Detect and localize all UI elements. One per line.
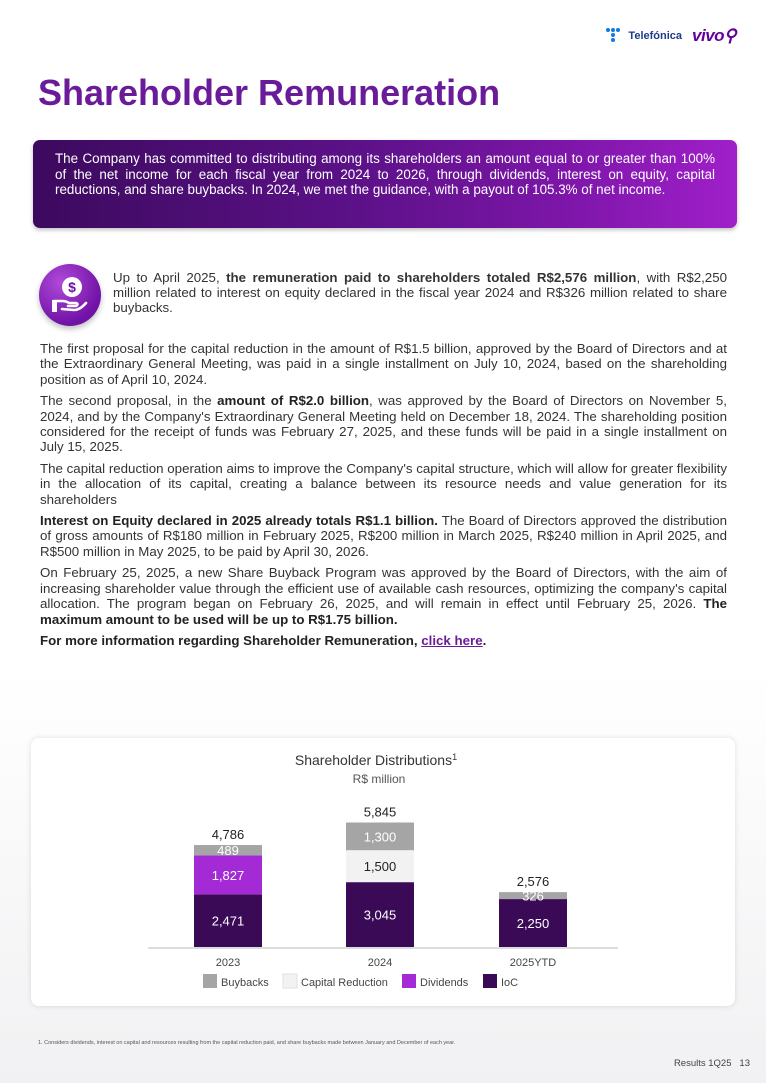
legend-swatch: [483, 974, 497, 988]
x-tick-label-2025ytd: 2025YTD: [509, 957, 557, 969]
legend-item-ioc: [483, 974, 518, 989]
vivo-wordmark: vivo: [692, 26, 725, 45]
x-tick-label-2024: 2024: [367, 957, 393, 969]
total-label-2023: 4,786: [211, 827, 245, 843]
legend-item-buybacks: [203, 974, 269, 989]
legend-swatch: [283, 974, 297, 988]
data-label-dividends-2023: 1,827: [211, 867, 245, 883]
report-label: Results 1Q25: [673, 1058, 732, 1069]
vivo-logo: [692, 26, 736, 46]
x-tick-label-2023: 2023: [215, 957, 241, 969]
vivo-figure-icon: ⚲: [724, 26, 736, 45]
brand-logos: [606, 26, 736, 46]
chart-card: [31, 738, 735, 1006]
hand-money-icon: [39, 264, 101, 326]
data-label-capital-reduction-2024: 1,500: [363, 859, 397, 875]
data-label-buybacks-2025ytd: 326: [522, 888, 544, 904]
legend-label: Dividends: [420, 977, 469, 989]
legend-label: Capital Reduction: [301, 977, 388, 989]
telefonica-logo: [606, 28, 682, 44]
telefonica-wordmark: Telefónica: [628, 30, 683, 42]
paragraph-capital-reduction-2: The second proposal, in the amount of R$2.0 billion, was approved by the Board of Directors on November 5, 2024, and by the Company's Extraordinary General Meeting held on December 18, 2024. The shareholding position considered for the receipt of funds was February 27, 2025, and these funds will be paid in a single installment on July 15, 2025.: [40, 393, 727, 455]
legend-swatch: [203, 974, 217, 988]
data-label-ioc-2023: 2,471: [211, 913, 245, 929]
paragraph-more-info: For more information regarding Shareholder Remuneration, click here.: [40, 632, 487, 648]
data-label-buybacks-2024: 1,300: [363, 829, 397, 845]
page-footer: [674, 1058, 750, 1069]
svg-text:$: $: [68, 279, 76, 295]
guidance-banner: [33, 140, 737, 228]
legend-item-dividends: [402, 974, 469, 989]
banner-text: The Company has committed to distributing among its shareholders an amount equal to or greater than 100% of the net income for each fiscal year from 2024 to 2026, through dividends, interest on equity, capital reductions, and share buybacks. In 2024, we met the guidance, with a payout of 105.3% of net income.: [55, 151, 715, 197]
chart-subtitle: R$ million: [352, 772, 406, 786]
legend-label: IoC: [501, 977, 519, 989]
legend-label: Buybacks: [221, 977, 269, 989]
page-title: Shareholder Remuneration: [38, 72, 501, 113]
page-number: 13: [739, 1058, 750, 1069]
chart-title: Shareholder Distributions$^1$: [294, 752, 458, 768]
legend-swatch: [402, 974, 416, 988]
total-label-2025ytd: 2,576: [516, 874, 550, 890]
data-label-ioc-2024: 3,045: [363, 907, 397, 923]
click-here-link[interactable]: click here: [421, 632, 483, 648]
shareholder-distributions-chart: [31, 738, 735, 1006]
footnote: 1. Considers dividends, interest on capital and resources resulting from the capital reduction paid, and share buybacks made between January and December of each year.: [38, 1040, 456, 1046]
data-label-buybacks-2023: 489: [217, 843, 239, 859]
intro-paragraph: Up to April 2025, the remuneration paid to shareholders totaled R$2,576 million, with R$2,250 million related to interest on equity declared in the fiscal year 2024 and R$326 million related to share buybacks.: [113, 270, 727, 316]
paragraph-buyback-program: On February 25, 2025, a new Share Buyback Program was approved by the Board of Directors, with the aim of increasing shareholder value through the efficient use of available cash resources, optimizing the company's capital allocation. The program began on February 26, 2025, and will remain in effect until February 25, 2026. The maximum amount to be used will be up to R$1.75 billion.: [40, 565, 727, 627]
telefonica-dots-icon: [606, 28, 624, 44]
data-label-ioc-2025ytd: 2,250: [516, 916, 550, 932]
total-label-2024: 5,845: [363, 804, 397, 820]
paragraph-interest-on-equity: Interest on Equity declared in 2025 already totals R$1.1 billion. The Board of Directors approved the distribution of gross amounts of R$180 million in February 2025, R$200 million in March 2025, R$240 million in April 2025, and R$500 million in May 2025, to be paid by April 30, 2026.: [40, 513, 727, 559]
legend-item-capital-reduction: [283, 974, 388, 989]
paragraph-capital-reduction-1: The first proposal for the capital reduction in the amount of R$1.5 billion, approved by the Board of Directors and at the Extraordinary General Meeting, was paid in a single installment on July 10, 2024, based on the shareholding position as of April 10, 2024.: [40, 341, 727, 387]
paragraph-capital-structure: The capital reduction operation aims to improve the Company's capital structure, which will allow for greater flexibility in the allocation of its capital, creating a balance between its resource needs and value generation for its shareholders: [40, 460, 727, 507]
body-text: [40, 341, 727, 654]
